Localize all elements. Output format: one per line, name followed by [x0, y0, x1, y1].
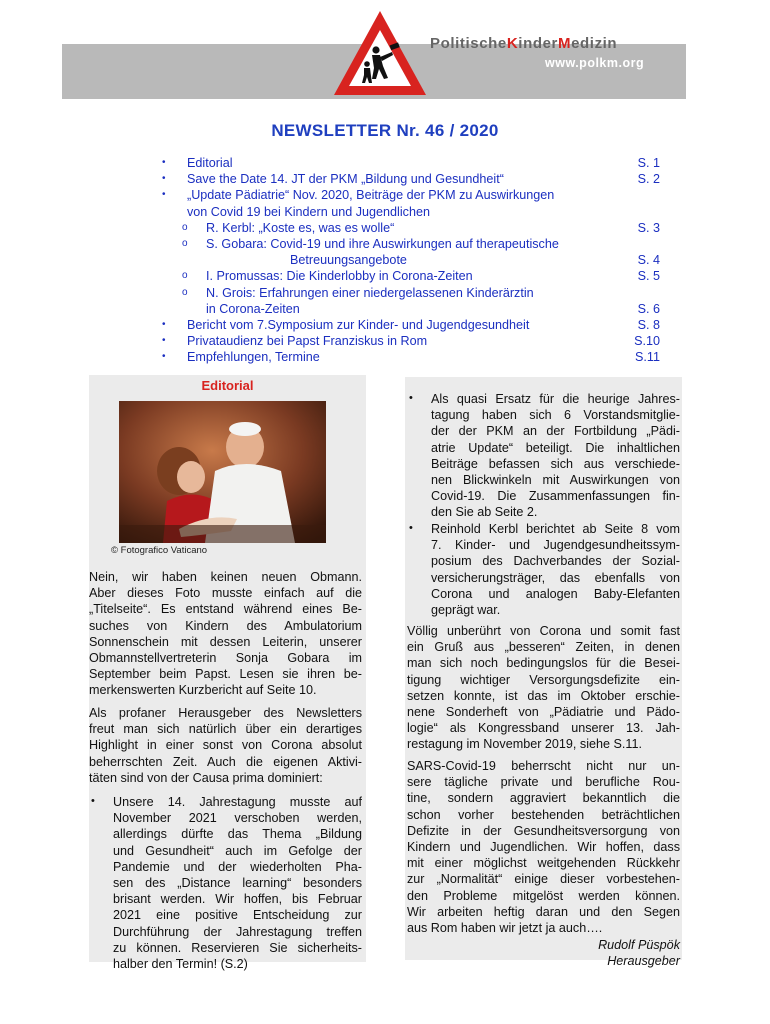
- text-line: Corona und analogen Baby-Elefanten: [431, 586, 680, 601]
- text-line: merkenswerten Kurzbericht auf Seite 10.: [89, 683, 317, 698]
- text-line: tigung wichtiger Versorgungsdefizite ein-: [407, 672, 680, 687]
- text-line: Völlig unberührt von Corona und somit fast: [407, 624, 680, 638]
- toc-item-page: S.11: [635, 350, 660, 365]
- newsletter-title: NEWSLETTER Nr. 46 / 2020: [271, 121, 499, 140]
- text-line: Wir arbeiten heftig daran und den Segen: [407, 904, 680, 919]
- toc-item[interactable]: [150, 317, 660, 333]
- toc-item-page: S.10: [634, 334, 660, 349]
- editorial-bullet-1: [113, 794, 362, 972]
- bullet-dot: •: [91, 795, 95, 807]
- pope-with-child-photo: [119, 401, 326, 543]
- toc-item[interactable]: [150, 220, 660, 236]
- text-line: Nein, wir haben keinen neuen Obmann.: [89, 570, 362, 584]
- photo-credit: © Fotografico Vaticano: [111, 545, 208, 556]
- text-line: logie“ als Kongressband unserer 13. Jah-: [407, 721, 680, 736]
- toc-item[interactable]: [150, 333, 660, 349]
- text-line: Sonnenschein mit dessen Leiterin, unserer: [89, 634, 362, 649]
- toc-item-text: S. Gobara: Covid-19 und ihre Auswirkungen auf therapeutische: [206, 236, 559, 251]
- toc-item-page: S. 1: [637, 156, 660, 170]
- text-line: Covid-19. Die Zusammenfassungen fin-: [431, 489, 680, 504]
- toc-item-text: Bericht vom 7.Symposium zur Kinder- und Jugendgesundheit: [187, 317, 530, 332]
- text-line: zur „Normalität“ einige dieser vorbestehen-: [407, 872, 680, 887]
- text-line: man sich noch bedingungslos für die Besei-: [407, 656, 680, 671]
- bullet-dot: •: [409, 392, 413, 404]
- toc-item[interactable]: [150, 155, 660, 171]
- editorial-heading: Editorial: [201, 378, 254, 393]
- text-line: Durchführung der Jahrestagung treffen: [113, 924, 362, 939]
- toc-item[interactable]: [150, 187, 660, 203]
- text-line: allerdings dürfte das Thema „Bildung: [113, 827, 362, 842]
- toc-item-text: Editorial: [187, 156, 233, 170]
- toc-item-text: von Covid 19 bei Kindern und Jugendlichen: [187, 204, 430, 219]
- toc-item-text: R. Kerbl: „Koste es, was es wolle“: [206, 220, 395, 235]
- text-line: Aber dieses Foto musste einfach auf die: [89, 586, 362, 601]
- text-line: September beim Papst. Lesen sie ihren be-: [89, 667, 362, 682]
- bullet-dot: •: [162, 157, 166, 168]
- text-line: sen des „Distance learning“ besonders: [113, 875, 362, 890]
- bullet-dot: •: [162, 173, 166, 185]
- toc-item-text: Save the Date 14. JT der PKM „Bildung und Gesundheit“: [187, 172, 504, 187]
- text-line: 2021 eine positive Entscheidung zur: [113, 908, 362, 923]
- text-line: Defizite in der Gesundheitsversorgung von: [407, 823, 680, 838]
- toc-item-page: S. 2: [637, 172, 660, 187]
- toc-item-text: „Update Pädiatrie“ Nov. 2020, Beiträge der PKM zu Auswirkungen: [187, 188, 555, 203]
- bullet-dot: •: [409, 522, 413, 534]
- text-line: 7. Kinder- und Jugendgesundheitssym-: [431, 538, 680, 553]
- bullet-circle: o: [182, 221, 188, 233]
- editorial-paragraph-4: [407, 758, 680, 936]
- toc-item[interactable]: [150, 349, 660, 365]
- toc-item[interactable]: [150, 236, 660, 252]
- toc-item-text: I. Promussas: Die Kinderlobby in Corona-Zeiten: [206, 269, 473, 284]
- text-line: November 2021 verschoben werden,: [113, 811, 362, 826]
- text-line: freut man sich natürlich über ein derartiges: [89, 722, 362, 737]
- text-line: setzen konnte, ist das im Oktober erschie-: [407, 688, 680, 703]
- text-line: Als quasi Ersatz für die heurige Jahres-: [431, 392, 680, 406]
- editorial-right-column: [405, 377, 682, 968]
- text-line: „Titelseite“. Es entstand während eines Be-: [89, 602, 362, 617]
- text-line: SARS-Covid-19 beherrscht nicht nur un-: [407, 759, 680, 773]
- website-url[interactable]: www.polkm.org: [545, 56, 645, 70]
- text-line: Als profaner Herausgeber des Newsletters: [89, 706, 362, 720]
- text-line: nene Sonderheft von „Pädiatrie und Pädo-: [407, 704, 680, 719]
- text-line: Obmannstellvertreterin Sonja Gobara im: [89, 650, 362, 665]
- toc-item[interactable]: [150, 301, 660, 317]
- toc-item-page: S. 3: [637, 220, 660, 235]
- toc-item-page: S. 6: [637, 301, 660, 316]
- text-line: restagung im November 2019, siehe S.11.: [407, 737, 642, 752]
- text-line: Kindern und Jugendlichen. Wir hoffen, dass: [407, 839, 680, 854]
- text-line: Highlight in einer sonst von Corona absolut: [89, 738, 362, 753]
- text-line: zu können. Reservieren Sie sicherheits-: [113, 940, 362, 955]
- signature-name: Rudolf Püspök: [598, 938, 680, 952]
- text-line: brisant werden. Wir hoffen, bis Februar: [113, 892, 362, 907]
- text-line: Beiträge befassen sich aus verschiede-: [431, 456, 680, 471]
- text-line: sere tägliche private und berufliche Rou-: [407, 775, 680, 790]
- bullet-circle: o: [182, 286, 188, 298]
- text-line: atrie Update“ beteiligt. Die inhaltlichen: [431, 440, 680, 455]
- text-line: Reinhold Kerbl berichtet ab Seite 8 vom: [431, 522, 680, 536]
- bullet-dot: •: [162, 351, 166, 363]
- text-line: und Gesundheit“ auch im Gefolge der: [113, 843, 362, 858]
- text-line: der der PKM an der Fortbildung „Pädi-: [431, 424, 680, 439]
- toc-item-text: Privataudienz bei Papst Franziskus in Rom: [187, 334, 428, 349]
- toc-item-text: Empfehlungen, Termine: [187, 350, 320, 365]
- editorial-paragraph-2: [89, 705, 362, 786]
- text-line: tagung haben sich 6 Vorstandsmitglie-: [431, 408, 680, 423]
- editorial-paragraph-1: [89, 569, 362, 699]
- toc-item-text: N. Grois: Erfahrungen einer niedergelassenen Kinderärztin: [206, 285, 534, 300]
- text-line: beherrschten Zeit. Auch die eigenen Aktivi-: [89, 754, 362, 769]
- text-line: suches von Kindern des Ambulatorium: [89, 618, 362, 633]
- text-line: geprägt war.: [431, 602, 501, 617]
- bullet-dot: •: [162, 189, 166, 201]
- text-line: nen Blickwinkeln mit Auswirkungen von: [431, 472, 680, 487]
- table-of-contents: [150, 155, 660, 365]
- toc-item[interactable]: [150, 252, 660, 268]
- text-line: den Probleme mitgelöst werden können.: [407, 888, 680, 903]
- text-line: aus Rom haben wir jetzt ja auch….: [407, 920, 603, 935]
- brand-name: PolitischeKinderMedizin: [430, 35, 618, 52]
- text-line: posium des Dachverbandes der Sozial-: [431, 554, 680, 569]
- bullet-dot: •: [162, 318, 166, 330]
- toc-item-page: S. 4: [637, 253, 660, 268]
- toc-item[interactable]: [150, 268, 660, 284]
- editorial-left-column: [89, 375, 366, 971]
- warning-triangle-logo: [330, 8, 430, 100]
- text-line: den Sie ab Seite 2.: [431, 505, 538, 520]
- text-line: ein Gruß aus „besseren“ Zeiten, in denen: [407, 640, 680, 655]
- text-line: schon vorher bestehenden beträchtlichen: [407, 807, 680, 822]
- toc-item-page: S. 5: [637, 269, 660, 284]
- toc-item-text: Betreuungsangebote: [290, 253, 407, 268]
- toc-item-text: in Corona-Zeiten: [206, 301, 300, 316]
- signature-role: Herausgeber: [607, 954, 680, 968]
- text-line: Unsere 14. Jahrestagung musste auf: [113, 795, 362, 809]
- bullet-circle: o: [182, 237, 188, 249]
- text-line: mit einer möglichst weitgehenden Rückkehr: [407, 856, 680, 871]
- toc-item[interactable]: [150, 171, 660, 187]
- editorial-bullet-2: [431, 391, 680, 521]
- text-line: täten sind von der Causa prima dominiert:: [89, 770, 323, 785]
- editorial-paragraph-3: [407, 623, 680, 753]
- editorial-bullet-3: [431, 521, 680, 618]
- bullet-dot: •: [162, 335, 166, 347]
- text-line: versicherungsträger, das ebenfalls von: [431, 570, 680, 585]
- toc-item[interactable]: [150, 285, 660, 301]
- bullet-circle: o: [182, 270, 188, 282]
- text-line: tine, sondern aggraviert bekanntlich die: [407, 791, 680, 806]
- text-line: halber den Termin! (S.2): [113, 956, 248, 971]
- toc-item[interactable]: [150, 204, 660, 220]
- text-line: Pandemie und der wiederholten Pha-: [113, 859, 362, 874]
- toc-item-page: S. 8: [637, 317, 660, 332]
